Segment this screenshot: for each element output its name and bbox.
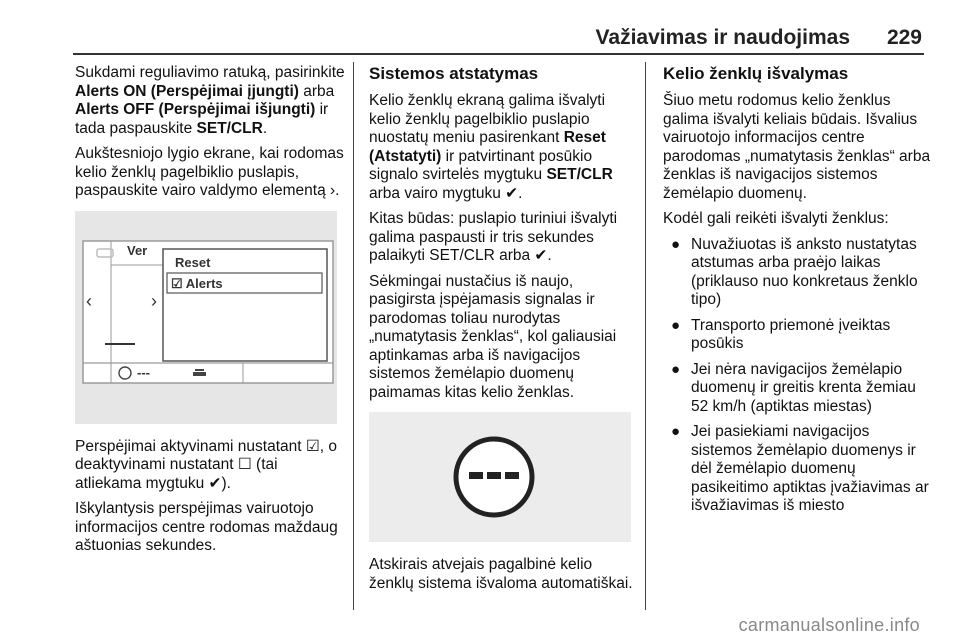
column-1 xyxy=(75,64,347,563)
text: arba xyxy=(298,82,335,100)
bold-text: SET/CLR xyxy=(196,119,263,137)
col2-paragraph-3: Sėkmingai nustačius iš naujo, pasigirsta įspėjamasis signalas ir parodomas toliau nurodytas „numatytasis ženklas“, kol galiausiai aptinkamas arba iš navigacijos sistemos žemėlapio duomenų paimamas kitas kelio ženklas. xyxy=(369,272,617,401)
col1-paragraph-1 xyxy=(75,64,347,138)
header-rule xyxy=(73,53,924,55)
col1-paragraph-2: Aukštesniojo lygio ekrane, kai rodomas kelio ženklų pagelbiklio puslapis, paspauskite vairo valdymo elementą ›. xyxy=(75,145,344,199)
bold-text: Alerts ON (Perspėjimai įjungti) xyxy=(75,82,299,100)
column-2 xyxy=(369,64,639,600)
default-sign-icon xyxy=(369,412,631,542)
list-item-text: Jei nėra navigacijos žemėlapio duomenų ir greitis krenta žemiau 52 km/h (aptiktas miestas) xyxy=(691,360,916,415)
column-divider-1 xyxy=(353,62,354,610)
list-item-text: Jei pasiekiami navigacijos sistemos žemėlapio duomenys ir dėl žemėlapio duomenų pasikeitimo aptiktas įvažiavimas ar išvažiavimas iš miesto xyxy=(691,423,929,514)
bold-text: Reset (Atstatyti) xyxy=(369,129,606,165)
heading-system-reset: Sistemos atstatymas xyxy=(369,64,539,83)
col2-paragraph-2: Kitas būdas: puslapio turiniui išvalyti galima paspausti ir tris sekundes palaikyti SET/CLR arba ✔. xyxy=(369,210,618,264)
bold-text: SET/CLR xyxy=(546,166,613,183)
col3-paragraph-1: Šiuo metu rodomus kelio ženklus galima išvalyti keliais būdais. Išvalius vairuotojo informacijos centre parodomas „numatytasis ženklas“ arba ženklas iš navigacijos sistemos žemėlapio duomenų. xyxy=(663,92,931,202)
list-item-text: Transporto priemonė įveiktas posūkis xyxy=(691,316,891,352)
reasons-list xyxy=(663,236,933,516)
sign-dashes: --- xyxy=(137,364,150,380)
section-title: Važiavimas ir naudojimas xyxy=(595,26,850,49)
col1-paragraph-3: Perspėjimai aktyvinami nustatant ☑, o deaktyvinami nustatant ☐ (tai atliekama mygtuku ✔). xyxy=(75,437,338,492)
default-sign-illustration xyxy=(369,412,631,542)
text: Sukdami reguliavimo ratuką, pasirinkite xyxy=(75,64,345,81)
heading-sign-clearing: Kelio ženklų išvalymas xyxy=(663,64,849,83)
page-number: 229 xyxy=(886,26,922,49)
col3-paragraph-2: Kodėl gali reikėti išvalyti ženklus: xyxy=(663,210,889,227)
list-item xyxy=(663,236,933,310)
column-divider-2 xyxy=(645,62,646,610)
col1-paragraph-4: Iškylantysis perspėjimas vairuotojo informacijos centre rodomas maždaug aštuonias sekundes. xyxy=(75,500,338,554)
bold-text: Alerts OFF (Perspėjimai išjungti) xyxy=(75,101,316,118)
menu-item-alerts: ☑ Alerts xyxy=(171,275,223,291)
bullet-icon: ● xyxy=(671,360,681,378)
text: Kelio ženklų ekraną galima išvalyti kelio ženklų pagelbiklio puslapio nuostatų meniu pasirenkant xyxy=(369,92,606,146)
nav-left-chevron-icon: ‹ xyxy=(86,290,92,311)
bullet-icon: ● xyxy=(671,423,681,440)
bullet-icon: ● xyxy=(671,235,681,253)
text: arba vairo mygtuku ✔. xyxy=(369,184,523,202)
list-item xyxy=(663,423,933,516)
screen-svg xyxy=(75,211,337,424)
nav-right-chevron-icon: › xyxy=(151,290,157,311)
ver-label: Ver xyxy=(127,242,148,258)
bullet-icon: ● xyxy=(671,316,681,334)
driver-info-screen-illustration xyxy=(75,211,337,424)
list-item-text: Nuvažiuotas iš anksto nustatytas atstumas arba praėjo laikas (priklauso nuo konkretaus ženklo tipo) xyxy=(691,235,918,308)
menu-item-reset: Reset xyxy=(175,254,211,270)
list-item xyxy=(663,361,933,417)
column-3 xyxy=(663,64,933,523)
page-header xyxy=(0,0,960,58)
list-item xyxy=(663,317,933,354)
text: ir tada paspauskite xyxy=(75,101,329,137)
watermark: carmanualsonline.info xyxy=(738,615,920,635)
text: ir patvirtinant posūkio signalo svirtelės mygtuku xyxy=(369,147,593,183)
col2-paragraph-1 xyxy=(369,92,639,203)
text: . xyxy=(262,119,268,137)
col2-paragraph-4: Atskirais atvejais pagalbinė kelio ženklų sistema išvaloma automatiškai. xyxy=(369,556,633,592)
